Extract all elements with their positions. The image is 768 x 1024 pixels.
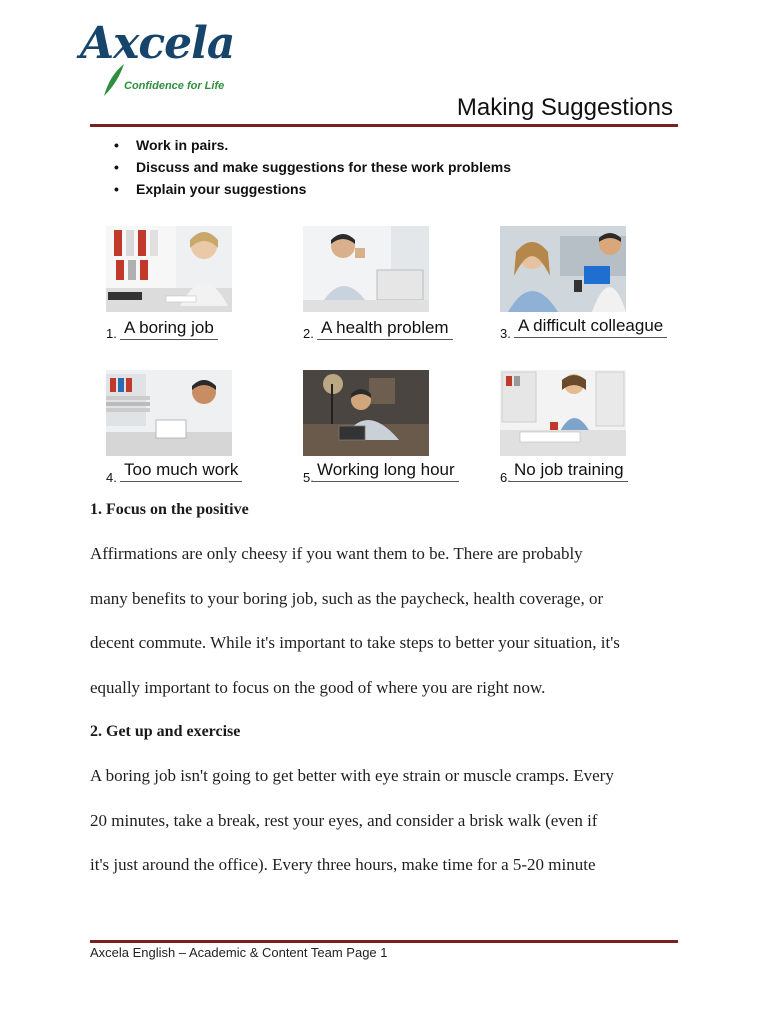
- instruction-list: [112, 134, 511, 200]
- problem-card-health-problem: [303, 226, 493, 346]
- problem-number: 2.: [303, 326, 314, 341]
- problem-number: 1.: [106, 326, 117, 341]
- leaf-icon: [100, 62, 126, 98]
- logo-wordmark: Axcela: [80, 18, 235, 69]
- problem-card-difficult-colleague: [500, 226, 690, 346]
- problem-number: 4.: [106, 470, 117, 485]
- problem-card-no-job-training: [500, 370, 690, 490]
- problem-number: 3.: [500, 326, 511, 341]
- problem-card-working-long-hour: [303, 370, 493, 490]
- instruction-item: • Work in pairs.: [112, 134, 511, 156]
- instruction-item: • Discuss and make suggestions for these work problems: [112, 156, 511, 178]
- problem-card-boring-job: [106, 226, 296, 346]
- problem-caption: No job training: [510, 460, 628, 482]
- too-much-work-photo: [106, 370, 232, 456]
- page-footer: Axcela English – Academic & Content Team Page 1: [90, 945, 388, 960]
- instruction-item: • Explain your suggestions: [112, 178, 511, 200]
- paragraph-line: it's just around the office). Every three hours, make time for a 5-20 minute: [90, 855, 596, 875]
- problem-number: 6.: [500, 470, 511, 485]
- difficult-colleague-photo: [500, 226, 626, 312]
- section-paragraph: [90, 532, 690, 710]
- section-heading: 1. Focus on the positive: [90, 501, 249, 518]
- paragraph-line: A boring job isn't going to get better with eye strain or muscle cramps. Every: [90, 766, 614, 785]
- page-title: Making Suggestions: [456, 94, 673, 121]
- paragraph-line: many benefits to your boring job, such as the paycheck, health coverage, or: [90, 588, 604, 608]
- problem-caption: A health problem: [317, 318, 453, 340]
- problem-card-too-much-work: [106, 370, 296, 490]
- paragraph-line: equally important to focus on the good of where you are right now.: [90, 677, 546, 697]
- section-paragraph: [90, 754, 690, 888]
- no-job-training-photo: [500, 370, 626, 456]
- section-heading: 2. Get up and exercise: [90, 723, 241, 740]
- problem-caption: A boring job: [120, 318, 218, 340]
- logo-tagline: Confidence for Life: [124, 80, 225, 92]
- problem-caption: Working long hour: [313, 460, 459, 482]
- problem-caption: A difficult colleague: [514, 316, 667, 338]
- axcela-logo: [80, 18, 240, 100]
- footer-divider: [90, 940, 678, 943]
- health-problem-photo: [303, 226, 429, 312]
- working-long-hour-photo: [303, 370, 429, 456]
- problem-caption: Too much work: [120, 460, 242, 482]
- title-divider: [90, 124, 678, 127]
- paragraph-line: decent commute. While it's important to take steps to better your situation, it's: [90, 633, 620, 653]
- problem-number: 5.: [303, 470, 314, 485]
- paragraph-line: 20 minutes, take a break, rest your eyes, and consider a brisk walk (even if: [90, 810, 598, 830]
- boring-job-photo: [106, 226, 232, 312]
- paragraph-line: Affirmations are only cheesy if you want them to be. There are probably: [90, 544, 583, 563]
